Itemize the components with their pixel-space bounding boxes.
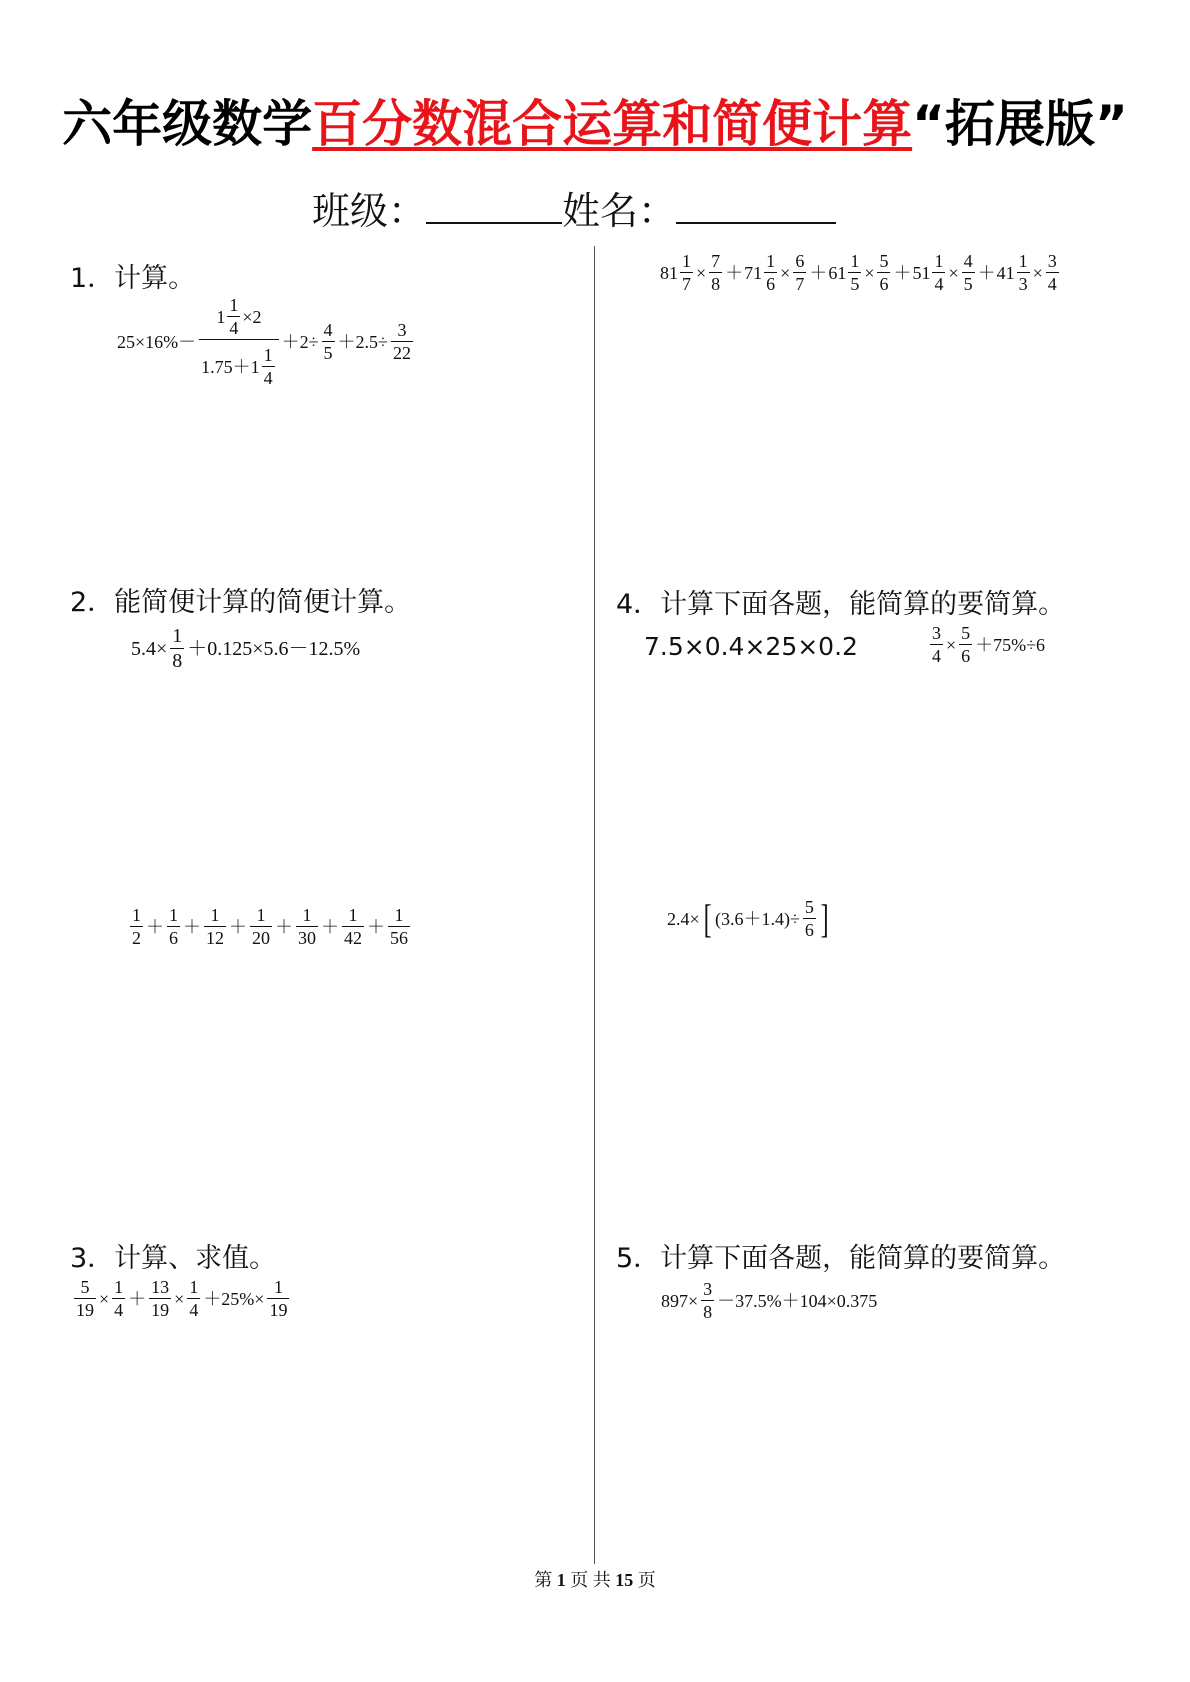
q1b-mult-den-2: 7: [795, 274, 805, 294]
footer-total-pages: 15: [615, 1570, 634, 1590]
title-highlight: 百分数混合运算和简便计算: [312, 95, 913, 153]
q3-num-4: 1: [189, 1277, 199, 1297]
q1b-mult-den-4: 5: [963, 274, 973, 294]
q2b-plus-2: ＋: [183, 916, 201, 937]
q4c-term-1: 2.4×: [667, 908, 700, 929]
q1a-complex-den: [199, 339, 279, 387]
q1a-den-num: 1: [263, 345, 273, 365]
q4c-term-2: (3.6＋1.4)÷: [714, 908, 800, 929]
q3-den-4: 4: [189, 1300, 199, 1320]
column-divider: [594, 246, 595, 1564]
q1b-mult-num-4: 4: [963, 251, 973, 271]
q1b-num-4: 1: [934, 251, 944, 271]
q1b-num-3: 1: [850, 251, 860, 271]
class-name-line: [312, 180, 836, 235]
q1a-fraction-3: [391, 321, 413, 362]
q4c-num: 5: [804, 897, 814, 917]
q1b-whole-1: 81: [660, 262, 678, 283]
q2-heading: 2．能简便计算的简便计算。: [70, 587, 412, 618]
q1b-mult-num-5: 3: [1047, 251, 1057, 271]
q3-num-5: 1: [273, 1277, 283, 1297]
q2b-den-2: 6: [169, 928, 178, 948]
q1b-whole-4: 51: [912, 262, 931, 283]
q1a-f3-den: 22: [392, 343, 411, 363]
q2a-num: 1: [172, 625, 183, 647]
q1a-inner-den: 4: [229, 318, 239, 338]
class-blank[interactable]: [426, 221, 562, 224]
q1b-mult-den-3: 6: [879, 274, 889, 294]
q1b-times-1: ×: [696, 262, 707, 283]
q1a-inner-tail: ×2: [242, 306, 262, 327]
q3-num-1: 5: [80, 1277, 90, 1297]
q1a-term-2: ＋2÷: [281, 331, 319, 352]
q5-term-2: －37.5%＋104×0.375: [717, 1290, 878, 1311]
q1a-f2-num: 4: [323, 320, 333, 340]
title-prefix: 六年级数学: [62, 95, 313, 153]
q2b-den-7: 56: [390, 928, 408, 948]
q1b-times-5: ×: [1032, 262, 1043, 283]
q2b-num-6: 1: [348, 905, 358, 925]
q1a-complex-num: [214, 296, 263, 339]
q5-expression: [660, 1280, 878, 1321]
q4b-den-2: 6: [961, 646, 971, 666]
q2b-den-5: 30: [298, 928, 316, 948]
q1a-den-den: 4: [263, 368, 273, 388]
q1b-whole-5: 41: [996, 262, 1015, 283]
page-footer: [0, 1566, 1190, 1592]
q1b-whole-3: 61: [828, 262, 847, 283]
q1b-den-2: 6: [766, 274, 776, 294]
q2b-num-4: 1: [256, 905, 266, 925]
q1b-den-5: 3: [1018, 274, 1028, 294]
q2b-num-5: 1: [302, 905, 312, 925]
q3-plus-1: ＋: [128, 1288, 147, 1309]
q1-expression-b: [660, 252, 1061, 293]
q4c-right-bracket: ]: [820, 895, 829, 941]
q2a-term-1: 5.4×: [131, 637, 168, 660]
footer-pre: 第: [534, 1570, 553, 1590]
q1b-num-5: 1: [1018, 251, 1028, 271]
q1a-inner-whole: 1: [216, 306, 226, 327]
q2b-num-7: 1: [394, 905, 404, 925]
q5-den: 8: [703, 1302, 713, 1322]
q3-num-2: 1: [114, 1277, 124, 1297]
q1b-mult-den-1: 8: [711, 274, 721, 294]
q3-den-3: 19: [151, 1300, 170, 1320]
q2-expression-b: [128, 906, 412, 947]
q4b-num-2: 5: [961, 623, 971, 643]
q1a-inner-num: 1: [229, 295, 239, 315]
q1b-mult-num-3: 5: [879, 251, 889, 271]
q1a-f2-den: 5: [323, 343, 333, 363]
q2b-plus-6: ＋: [367, 916, 385, 937]
footer-page-number: 1: [556, 1570, 566, 1590]
q1b-num-2: 1: [766, 251, 776, 271]
q4b-term: ＋75%÷6: [975, 634, 1046, 655]
q2b-plus-4: ＋: [275, 916, 293, 937]
q1b-whole-2: 71: [744, 262, 763, 283]
q4-expression-c: [666, 895, 831, 941]
q2b-den-1: 2: [132, 928, 141, 948]
q1a-den-head: 1.75＋1: [201, 356, 260, 377]
page-title: [0, 84, 1190, 156]
q1b-num-1: 1: [682, 251, 691, 271]
footer-mid: 页 共: [570, 1570, 611, 1590]
q3-den-1: 19: [76, 1300, 94, 1320]
q3-heading: 3．计算、求值。: [70, 1243, 277, 1274]
q2b-plus-3: ＋: [229, 916, 247, 937]
q4c-left-bracket: [: [703, 895, 712, 941]
q4b-den-1: 4: [932, 646, 941, 666]
q1a-f3-num: 3: [397, 320, 407, 340]
q1b-plus-2: ＋: [809, 262, 828, 283]
q2b-den-3: 12: [206, 928, 224, 948]
q2b-den-6: 42: [344, 928, 362, 948]
q1b-times-3: ×: [864, 262, 875, 283]
q1-expression-a: [116, 296, 415, 387]
q2b-num-2: 1: [169, 905, 178, 925]
q2b-num-1: 1: [132, 905, 141, 925]
q1b-times-2: ×: [780, 262, 791, 283]
footer-post: 页: [637, 1570, 656, 1590]
q1a-term-1: 25×16%－: [117, 331, 197, 352]
q3-den-2: 4: [114, 1300, 124, 1320]
q1b-mult-num-1: 7: [711, 251, 721, 271]
class-label: 班级：: [312, 189, 427, 233]
q1a-complex-fraction: [199, 296, 279, 387]
q3-term: ＋25%×: [203, 1288, 265, 1309]
q5-num: 3: [703, 1279, 713, 1299]
q1b-den-1: 7: [682, 274, 691, 294]
q3-times-1: ×: [99, 1288, 110, 1309]
q1b-mult-den-5: 4: [1047, 274, 1057, 294]
q3-times-2: ×: [174, 1288, 185, 1309]
q1b-plus-1: ＋: [725, 262, 744, 283]
q1a-fraction-2: [322, 321, 335, 362]
q1b-times-4: ×: [948, 262, 959, 283]
q2a-term-2: ＋0.125×5.6－12.5%: [187, 637, 361, 660]
q1-heading: 1．计算。: [70, 263, 196, 294]
q3-den-5: 19: [269, 1300, 288, 1320]
q1a-term-3: ＋2.5÷: [337, 331, 388, 352]
q3-expression: [72, 1278, 291, 1319]
name-label: 姓名：: [562, 189, 677, 233]
q4b-times: ×: [946, 634, 957, 655]
q5-heading: 5．计算下面各题，能简算的要简算。: [616, 1243, 1066, 1274]
q2a-den: 8: [172, 650, 183, 672]
q4-expression-a: 7.5×0.4×25×0.2: [644, 632, 858, 661]
name-blank[interactable]: [676, 221, 836, 224]
q1b-den-4: 4: [934, 274, 944, 294]
q1b-mult-num-2: 6: [795, 251, 805, 271]
q4-expression-b: [928, 624, 1046, 665]
q2b-num-3: 1: [210, 905, 220, 925]
title-suffix: “拓展版”: [912, 95, 1128, 153]
q2b-plus-5: ＋: [321, 916, 339, 937]
q1b-plus-3: ＋: [893, 262, 912, 283]
q4-heading: 4．计算下面各题，能简算的要简算。: [616, 589, 1066, 620]
q1b-plus-4: ＋: [977, 262, 996, 283]
q4c-den: 6: [804, 920, 814, 940]
q4b-num-1: 3: [932, 623, 941, 643]
q2b-plus-1: ＋: [146, 916, 164, 937]
q2-expression-a: [130, 626, 361, 671]
q3-num-3: 13: [151, 1277, 170, 1297]
q2b-den-4: 20: [252, 928, 270, 948]
q5-term-1: 897×: [661, 1290, 699, 1311]
q1b-den-3: 5: [850, 274, 860, 294]
